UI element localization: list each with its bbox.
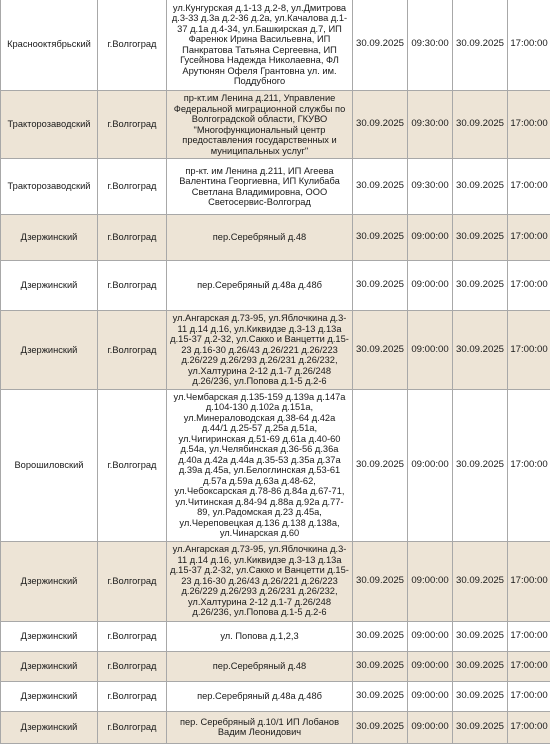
cell-district: Красноoктябрьский bbox=[1, 0, 98, 91]
cell-start-date: 30.09.2025 bbox=[353, 711, 408, 743]
cell-end-date: 30.09.2025 bbox=[453, 389, 508, 541]
cell-city: г.Волгоград bbox=[98, 389, 167, 541]
cell-start-date: 30.09.2025 bbox=[353, 261, 408, 311]
cell-end-time: 17:00:00 bbox=[508, 215, 550, 261]
cell-start-date: 30.09.2025 bbox=[353, 651, 408, 681]
cell-end-time: 17:00:00 bbox=[508, 261, 550, 311]
cell-district: Дзержинский bbox=[1, 651, 98, 681]
cell-start-time: 09:00:00 bbox=[408, 711, 453, 743]
cell-start-time: 09:30:00 bbox=[408, 0, 453, 91]
cell-start-date: 30.09.2025 bbox=[353, 159, 408, 215]
cell-start-time: 09:00:00 bbox=[408, 389, 453, 541]
cell-start-time: 09:00:00 bbox=[408, 651, 453, 681]
cell-district: Дзержинский bbox=[1, 261, 98, 311]
cell-end-time: 17:00:00 bbox=[508, 389, 550, 541]
cell-end-date: 30.09.2025 bbox=[453, 541, 508, 621]
cell-city: г.Волгоград bbox=[98, 0, 167, 91]
cell-end-date: 30.09.2025 bbox=[453, 0, 508, 91]
cell-end-time: 17:00:00 bbox=[508, 159, 550, 215]
cell-start-time: 09:00:00 bbox=[408, 215, 453, 261]
cell-district: Тракторозаводский bbox=[1, 159, 98, 215]
cell-end-date: 30.09.2025 bbox=[453, 651, 508, 681]
cell-address: ул. Попова д.1,2,3 bbox=[167, 621, 353, 651]
cell-city: г.Волгоград bbox=[98, 215, 167, 261]
cell-end-time: 17:00:00 bbox=[508, 0, 550, 91]
cell-end-time: 17:00:00 bbox=[508, 311, 550, 390]
cell-start-time: 09:00:00 bbox=[408, 541, 453, 621]
cell-end-time: 17:00:00 bbox=[508, 541, 550, 621]
cell-city: г.Волгоград bbox=[98, 159, 167, 215]
cell-start-date: 30.09.2025 bbox=[353, 0, 408, 91]
cell-address: пер.Серебряный д.48а д.48б bbox=[167, 681, 353, 711]
cell-district: Тракторозаводский bbox=[1, 91, 98, 159]
cell-end-time: 17:00:00 bbox=[508, 621, 550, 651]
table-row bbox=[1, 159, 550, 215]
cell-address: пер.Серебряный д.48а д.48б bbox=[167, 261, 353, 311]
table-row bbox=[1, 621, 550, 651]
cell-start-time: 09:00:00 bbox=[408, 621, 453, 651]
cell-start-time: 09:30:00 bbox=[408, 91, 453, 159]
cell-address: ул.Кунгурская д.1-13 д.2-8, ул.Дмитрова д.3-33 д.3а д.2-36 д.2а, ул.Качалова д.1-37 д.1а д.4-34, ул.Башкирская д.7, ИП Фаренюк Ирина Васильевна, ИП Панкратова Татьяна Сергеевна, ИП Гусейнова Надежда Николаевна, ФЛ Арутюнян Офеля Грантовна ул. им. Поддубного bbox=[167, 0, 353, 91]
cell-start-time: 09:00:00 bbox=[408, 681, 453, 711]
cell-start-time: 09:00:00 bbox=[408, 261, 453, 311]
cell-end-date: 30.09.2025 bbox=[453, 681, 508, 711]
cell-address: пер. Серебряный д.10/1 ИП Лобанов Вадим Леонидович bbox=[167, 711, 353, 743]
cell-district: Дзержинский bbox=[1, 621, 98, 651]
table-body bbox=[1, 0, 550, 743]
cell-start-date: 30.09.2025 bbox=[353, 541, 408, 621]
cell-end-date: 30.09.2025 bbox=[453, 215, 508, 261]
table-row bbox=[1, 711, 550, 743]
cell-end-time: 17:00:00 bbox=[508, 651, 550, 681]
cell-district: Дзержинский bbox=[1, 681, 98, 711]
cell-district: Дзержинский bbox=[1, 215, 98, 261]
cell-start-date: 30.09.2025 bbox=[353, 681, 408, 711]
cell-start-date: 30.09.2025 bbox=[353, 215, 408, 261]
table-row bbox=[1, 389, 550, 541]
cell-start-date: 30.09.2025 bbox=[353, 389, 408, 541]
cell-address: ул.Ангарская д.73-95, ул.Яблочкина д.3-11 д.14 д.16, ул.Киквидзе д.3-13 д.13а д.15-37 д.2-32, ул.Сакко и Ванцетти д.15-23 д.16-30 д.26/43 д.26/221 д.26/223 д.26/229 д.26/293 д.26/231 д.26/232, ул.Халтурина 2-12 д.1-7 д.26/248 д.26/236, ул.Попова д.1-5 д.2-6 bbox=[167, 541, 353, 621]
table-row bbox=[1, 311, 550, 390]
cell-start-date: 30.09.2025 bbox=[353, 311, 408, 390]
cell-address: ул.Ангарская д.73-95, ул.Яблочкина д.3-11 д.14 д.16, ул.Киквидзе д.3-13 д.13а д.15-37 д.2-32, ул.Сакко и Ванцетти д.15-23 д.16-30 д.26/43 д.26/221 д.26/223 д.26/229 д.26/293 д.26/231 д.26/232, ул.Халтурина 2-12 д.1-7 д.26/248 д.26/236, ул.Попова д.1-5 д.2-6 bbox=[167, 311, 353, 390]
cell-end-time: 17:00:00 bbox=[508, 711, 550, 743]
table-row bbox=[1, 91, 550, 159]
cell-end-date: 30.09.2025 bbox=[453, 311, 508, 390]
table-row bbox=[1, 681, 550, 711]
cell-address: пер.Серебряный д.48 bbox=[167, 651, 353, 681]
table-row bbox=[1, 215, 550, 261]
cell-end-date: 30.09.2025 bbox=[453, 711, 508, 743]
cell-city: г.Волгоград bbox=[98, 311, 167, 390]
cell-city: г.Волгоград bbox=[98, 711, 167, 743]
cell-start-date: 30.09.2025 bbox=[353, 91, 408, 159]
cell-start-time: 09:30:00 bbox=[408, 159, 453, 215]
table-row bbox=[1, 651, 550, 681]
cell-start-date: 30.09.2025 bbox=[353, 621, 408, 651]
cell-district: Дзержинский bbox=[1, 711, 98, 743]
table-row bbox=[1, 0, 550, 91]
table-row bbox=[1, 541, 550, 621]
cell-city: г.Волгоград bbox=[98, 541, 167, 621]
cell-address: ул.Чембарская д.135-159 д.139а д.147а д.104-130 д.102а д.151а, ул.Минераловодская д.38-64 д.42а д.44/1 д.25-57 д.25а д.51а, ул.Чигиринская д.51-69 д.61а д.40-60 д.54а, ул.Челябинская д.36-56 д.36а д.40а д.42а д.44а д.35-53 д.35а д.37а д.39а д.45а, ул.Белоглинская д.53-61 д.57а д.59а д.63а д.48-62, ул.Чебоксарская д.78-86 д.84а д.67-71, ул.Читинская д.84-94 д.88а д.92а д.77-89, ул.Радомская д.23 д.45а, ул.Череповецкая д.136 д.138 д.138а, ул.Чинарская д.60 bbox=[167, 389, 353, 541]
cell-district: Дзержинский bbox=[1, 541, 98, 621]
cell-district: Ворошиловский bbox=[1, 389, 98, 541]
cell-city: г.Волгоград bbox=[98, 261, 167, 311]
cell-end-date: 30.09.2025 bbox=[453, 621, 508, 651]
cell-city: г.Волгоград bbox=[98, 651, 167, 681]
cell-end-time: 17:00:00 bbox=[508, 681, 550, 711]
cell-address: пр-кт. им Ленина д.211, ИП Агеева Валентина Георгиевна, ИП Кулибаба Светлана Владимировна, ООО Светосервис-Волгоград bbox=[167, 159, 353, 215]
cell-end-date: 30.09.2025 bbox=[453, 159, 508, 215]
cell-end-date: 30.09.2025 bbox=[453, 91, 508, 159]
cell-end-date: 30.09.2025 bbox=[453, 261, 508, 311]
cell-city: г.Волгоград bbox=[98, 91, 167, 159]
cell-city: г.Волгоград bbox=[98, 621, 167, 651]
cell-end-time: 17:00:00 bbox=[508, 91, 550, 159]
cell-address: пр-кт.им Ленина д.211, Управление Федеральной миграционной службы по Волгоградской области, ГКУВО "Многофункциональный центр предоставления государственных и муниципальных услуг" bbox=[167, 91, 353, 159]
cell-address: пер.Серебряный д.48 bbox=[167, 215, 353, 261]
cell-city: г.Волгоград bbox=[98, 681, 167, 711]
cell-district: Дзержинский bbox=[1, 311, 98, 390]
cell-start-time: 09:00:00 bbox=[408, 311, 453, 390]
table-row bbox=[1, 261, 550, 311]
